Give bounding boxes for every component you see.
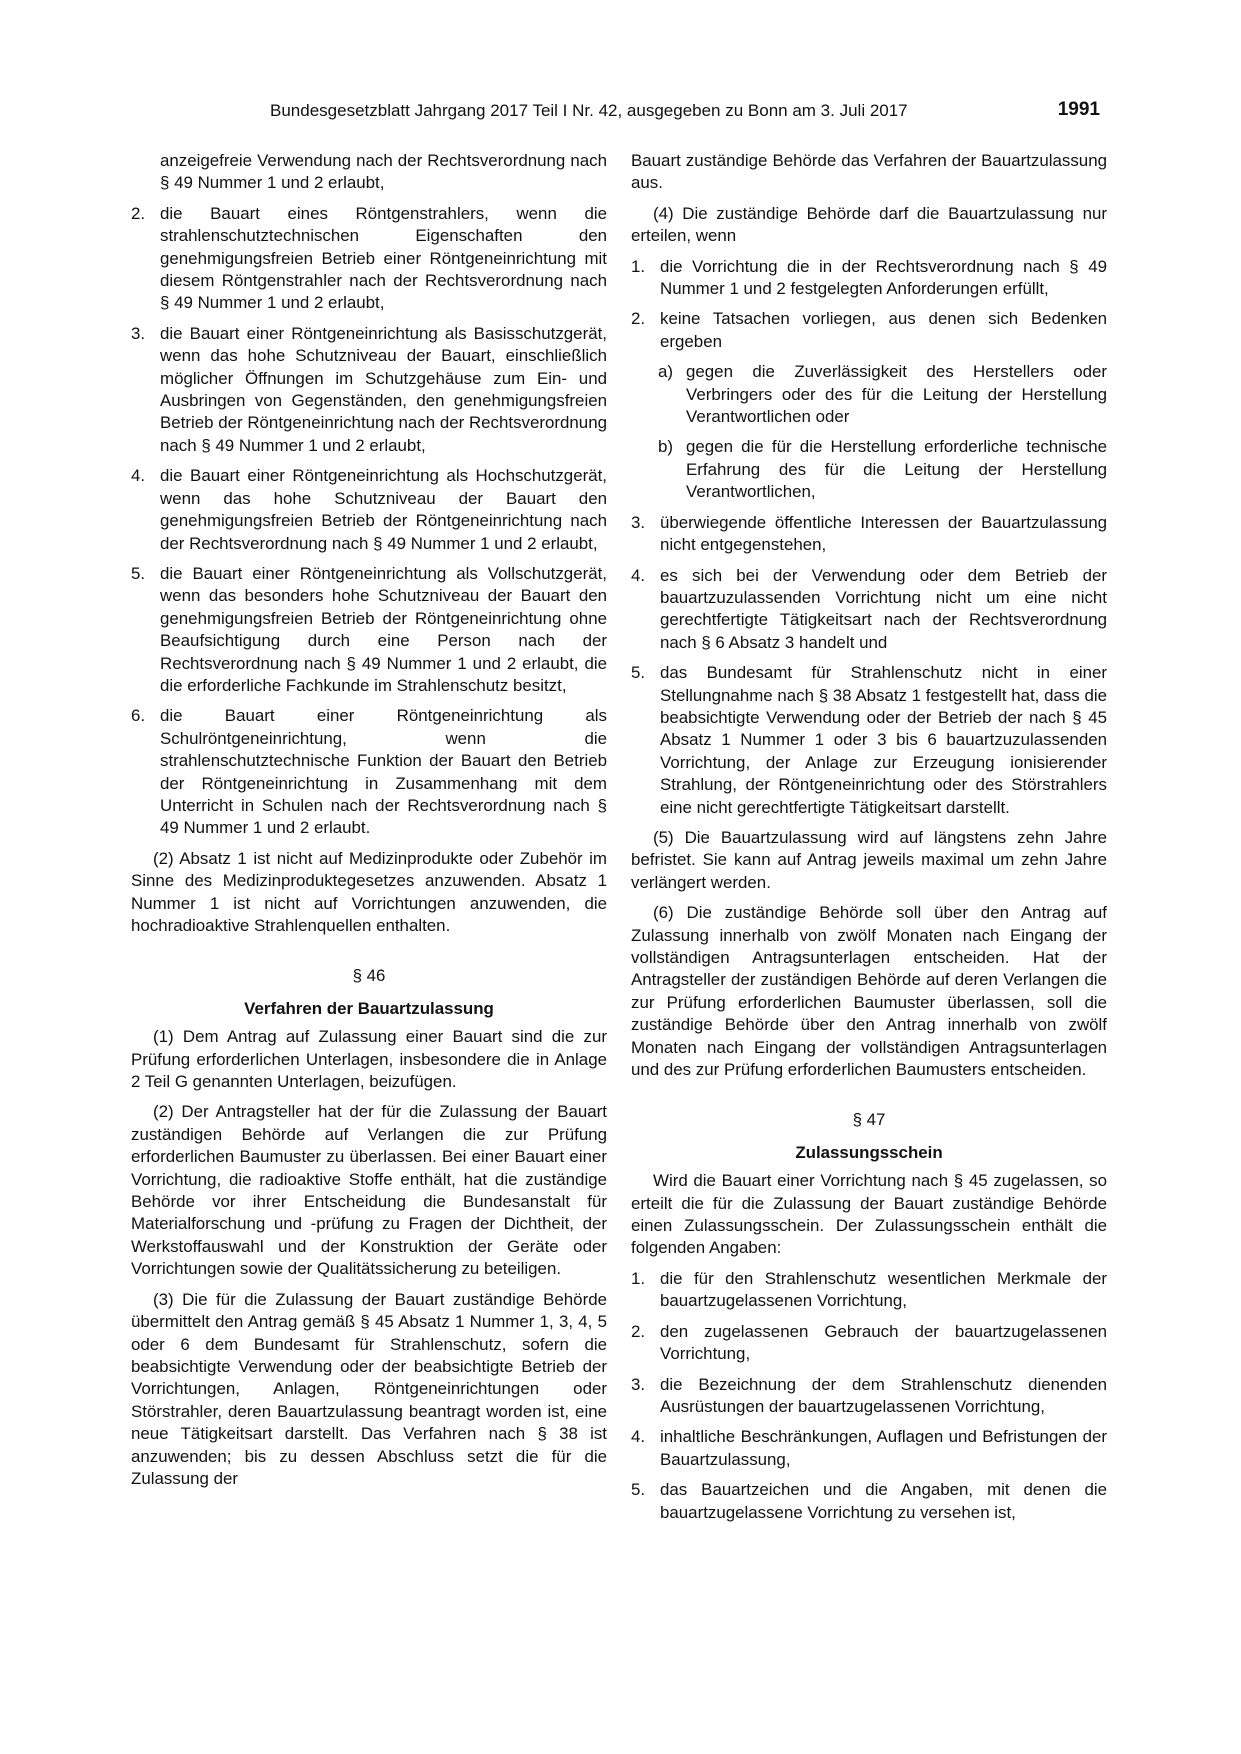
list-number: 3. [631,512,646,532]
sub-list-text: gegen die Zuverlässigkeit des Herstellers oder Verbringers oder des für die Leitung der Herstellung Verantwortlichen oder [686,362,1107,427]
list-text: die Bauart einer Röntgeneinrichtung als Hochschutzgerät, wenn das hohe Schutzniveau der Bauart den genehmigungsfreien Betrieb der Röntgeneinrichtung nach der Rechtsverordnung nach § 49 Nummer 1 und 2 erlaubt, [160,466,607,553]
list-text: die Bauart einer Röntgeneinrichtung als Schulröntgeneinrichtung, wenn die strahlenschutztechnische Funktion der Bauart den Betrieb der Röntgeneinrichtung in Zusammenhang mit dem Unterricht in Schulen nach der Rechtsverordnung nach § 49 Nummer 1 und 2 erlaubt. [160,706,607,838]
sub-list-item [631,436,1107,503]
right-column [631,150,1107,1532]
sub-list-item [631,361,1107,428]
list-text: die Bauart einer Röntgeneinrichtung als Basisschutzgerät, wenn das hohe Schutzniveau der Bauart, einschließlich möglicher Öffnungen im Schutzgehäuse zum Ein- und Ausbringen von Gegenständen, den genehmigungsfreien Betrieb der Röntgeneinrichtung nach der Rechtsverordnung nach § 49 Nummer 1 und 2 erlaubt, [160,323,607,455]
list-item [631,308,1107,353]
list-text: inhaltliche Beschränkungen, Auflagen und Befristungen der Bauartzulassung, [660,1427,1107,1469]
list-text: die Vorrichtung die in der Rechtsverordnung nach § 49 Nummer 1 und 2 festgelegten Anforderungen erfüllt, [660,256,1107,299]
list-number: 4. [631,565,646,585]
section-47-title: Zulassungsschein [795,1142,943,1162]
list-text: den zugelassenen Gebrauch der bauartzugelassenen Vorrichtung, [660,1321,1107,1364]
list-number: 4. [631,1427,646,1447]
list-number: 6. [131,706,146,726]
list-item [631,565,1107,655]
list-number: 3. [631,1374,646,1394]
list-item [631,1426,1107,1471]
paragraph-2: (2) Absatz 1 ist nicht auf Medizinprodukte oder Zubehör im Sinne des Medizinproduktegesetzes anzuwenden. Absatz 1 Nummer 1 ist nicht auf Vorrichtungen anzuwenden, die hochradioaktive Strahlenquellen enthalten. [131,848,607,935]
left-column [131,150,607,1498]
section-46-number: § 46 [352,966,386,986]
sub-list-letter: b) [658,437,674,457]
section-47-number: § 47 [852,1110,886,1130]
list-text: keine Tatsachen vorliegen, aus denen sich Bedenken ergeben [660,309,1107,351]
header-title: Bundesgesetzblatt Jahrgang 2017 Teil I Nr. 42, ausgegeben zu Bonn am 3. Juli 2017 [270,101,908,120]
list-item [631,1321,1107,1366]
list-number: 2. [131,203,146,223]
paragraph-6: (6) Die zuständige Behörde soll über den Antrag auf Zulassung innerhalb von zwölf Monaten nach Eingang der vollständigen Antragsunterlagen entscheiden. Hat der Antragsteller der zuständigen Behörde auf deren Verlangen die zur Prüfung erforderlichen Baumuster überlassen, soll die zuständige Behörde über den Antrag innerhalb von zwölf Monaten nach Eingang der vollständigen Antragsunterlagen und des zur Prüfung erforderlichen Baumusters entscheiden. [631,903,1107,1080]
sub-list-text: gegen die für die Herstellung erforderliche technische Erfahrung des für die Leitung der Herstellung Verantwortlichen, [686,437,1107,502]
list-item [131,203,607,315]
continued-text: anzeigefreie Verwendung nach der Rechtsverordnung nach § 49 Nummer 1 und 2 erlaubt, [160,151,607,193]
list-text: die Bauart einer Röntgeneinrichtung als Vollschutzgerät, wenn das besonders hohe Schutzniveau der Bauart den genehmigungsfreien Betrieb der Röntgeneinrichtung ohne Beaufsichtigung durch eine Person nach der Rechtsverordnung nach § 49 Nummer 1 und 2 erlaubt, die die erforderliche Fachkunde im Strahlenschutz besitzt, [160,563,607,695]
continued-text: Bauart zuständige Behörde das Verfahren der Bauartzulassung aus. [631,151,1107,193]
list-item [631,256,1107,301]
list-item [631,1374,1107,1419]
section-46-paragraph-3: (3) Die für die Zulassung der Bauart zuständige Behörde übermittelt den Antrag gemäß § 45 Absatz 1 Nummer 1, 3, 4, 5 oder 6 dem Bundesamt für Strahlenschutz, sofern die beabsichtigte Verwendung oder der beabsichtigte Betrieb der Vorrichtungen, Anlagen, Röntgeneinrichtungen oder Störstrahler, deren Bauartzulassung beantragt worden ist, eine neue Tätigkeitsart darstellt. Das Verfahren nach § 38 ist anzuwenden; bis zu dessen Abschluss setzt die für die Zulassung der [131,1289,607,1488]
list-number: 5. [131,563,146,583]
paragraph-4: (4) Die zuständige Behörde darf die Bauartzulassung nur erteilen, wenn [631,203,1107,246]
list-text: die Bezeichnung der dem Strahlenschutz dienenden Ausrüstungen der bauartzugelassenen Vorrichtung, [660,1374,1107,1416]
list-text: es sich bei der Verwendung oder dem Betrieb der bauartzuzulassenden Vorrichtung nicht um eine nicht gerechtfertigte Tätigkeitsart nach der Rechtsverordnung nach § 6 Absatz 3 handelt und [660,565,1107,652]
section-46-paragraph-1: (1) Dem Antrag auf Zulassung einer Bauart sind die zur Prüfung erforderlichen Unterlagen, insbesondere die in Anlage 2 Teil G genannten Unterlagen, beizufügen. [131,1027,607,1092]
list-text: das Bauartzeichen und die Angaben, mit denen die bauartzugelassene Vorrichtung zu versehen ist, [660,1480,1107,1522]
section-46-title: Verfahren der Bauartzulassung [244,998,494,1018]
list-text: das Bundesamt für Strahlenschutz nicht in einer Stellungnahme nach § 38 Absatz 1 festgestellt hat, dass die beabsichtigte Verwendung oder der Betrieb der nach § 45 Absatz 1 Nummer 1 oder 3 bis 6 bauartzuzulassenden Vorrichtung, der Anlage zur Erzeugung ionisierender Strahlung, der Röntgeneinrichtung oder des Störstrahlers eine nicht gerechtfertigte Tätigkeitsart darstellt. [660,663,1107,817]
list-item [131,323,607,457]
list-item [631,662,1107,819]
section-46-paragraph-2: (2) Der Antragsteller hat der für die Zulassung der Bauart zuständigen Behörde auf Verlangen die zur Prüfung erforderlichen Baumuster zu überlassen. Bei einer Bauart einer Vorrichtung, die radioaktive Stoffe enthält, hat die zuständige Behörde vor ihrer Entscheidung die Bundesanstalt für Materialforschung und -prüfung zu Fragen der Dichtheit, der Werkstoffauswahl und der Konstruktion der Geräte oder Vorrichtungen sowie der Qualitätssicherung zu beteiligen. [131,1102,607,1279]
list-number: 5. [631,1480,646,1500]
list-item [131,705,607,839]
list-text: die Bauart eines Röntgenstrahlers, wenn die strahlenschutztechnischen Eigenschaften den genehmigungsfreien Betrieb einer Röntgeneinrichtung mit diesem Röntgenstrahler nach der Rechtsverordnung nach § 49 Nummer 1 und 2 erlaubt, [160,203,607,313]
list-number: 4. [131,466,146,486]
paragraph-5: (5) Die Bauartzulassung wird auf längstens zehn Jahre befristet. Sie kann auf Antrag jeweils maximal um zehn Jahre verlängert werden. [631,827,1107,892]
list-number: 5. [631,663,646,683]
list-item [631,1479,1107,1524]
list-number: 2. [631,309,646,329]
list-item [131,465,607,555]
sub-list-letter: a) [658,362,674,382]
list-text: die für den Strahlenschutz wesentlichen Merkmale der bauartzugelassenen Vorrichtung, [660,1268,1107,1311]
page-number: 1991 [1057,99,1100,120]
section-47-paragraph: Wird die Bauart einer Vorrichtung nach § 45 zugelassen, so erteilt die für die Zulassung der Bauart zuständige Behörde einen Zulassungsschein. Der Zulassungsschein enthält die folgenden Angaben: [631,1171,1107,1258]
list-item [131,563,607,697]
list-item [631,512,1107,557]
list-number: 3. [131,323,146,343]
list-item [631,1268,1107,1313]
list-text: überwiegende öffentliche Interessen der Bauartzulassung nicht entgegenstehen, [660,512,1107,555]
list-number: 1. [631,1268,646,1288]
list-number: 2. [631,1321,646,1341]
list-number: 1. [631,256,646,276]
